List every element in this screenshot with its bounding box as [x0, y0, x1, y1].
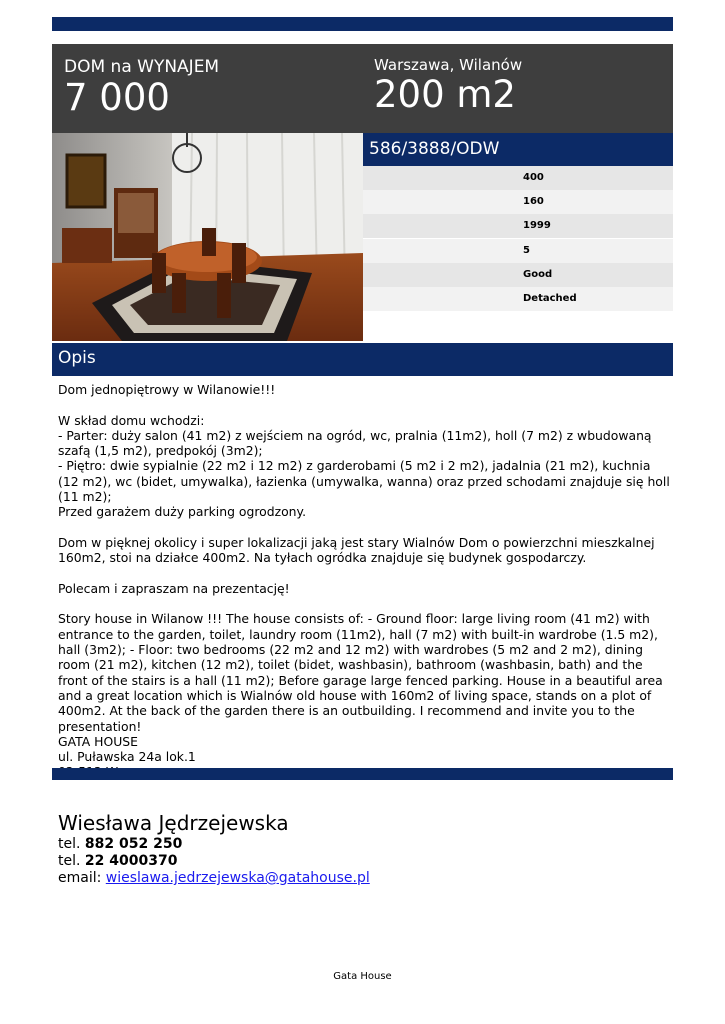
spec-value: 5 — [523, 245, 530, 256]
divider-bar — [52, 768, 673, 780]
listing-area: 200 m2 — [374, 73, 516, 116]
description-text: Dom jednopiętrowy w Wilanowie!!! W skład domu wchodzi: - Parter: duży salon (41 m2) z wejściem na ogród, wc, pralnia (11m2), holl (7 m2) z wbudowaną szafą (1,5 m2), predpokój (3m2); - Piętro: dwie sypialnie (22 m2 i 12 m2) z garderobami (5 m2 i 2 m2), jadalnia (21 m2), kuchnia (12 m2), wc (bidet, umywalka), łazienka (umywalka, wanna) oraz przed schodami znajduje się holl (11 m2); Przed garażem duży parking ogrodzony. Dom w pięknej okolicy i super lokalizacji jaką jest stary Wialnów Dom o powierzchni mieszkalnej 160m2, stoi na działce 400m2. Na tyłach ogródka znajduje się budynek gospodarczy. Polecam i zapraszam na prezentację! Story house in Wilanow !!! The house consists of: - Ground floor: large living room (41 m2) with entrance to the garden, toilet, laundry room (11m2), hall (7 m2) with built-in wardrobe (1.5 m2), hall (3m2); - Floor: two bedrooms (22 m2 and 12 m2) with wardrobes (5 m2 and 2 m2), dining room (21 m2), kitchen (12 m2), toilet (bidet, washbasin), bathroom (washbasin, bath) and the front of the stairs is a hall (11 m2); Before garage large fenced parking. House in a beautiful area and a great location which is Wialnów old house with 160m2 of living space, stands on a plot of 400m2. At the back of the garden there is an outbuilding. I recommend and invite you to the presentation! GATA HOUSE ul. Puławska 24a lok.1 — [58, 382, 670, 765]
footer-text: Gata House — [333, 971, 392, 982]
listing-type: DOM na WYNAJEM — [64, 57, 220, 77]
spec-value: Detached — [523, 293, 577, 304]
listing-header — [52, 44, 673, 133]
agent-phone-line — [58, 836, 658, 853]
property-photo — [52, 133, 363, 341]
reference-number: 586/3888/ODW — [369, 139, 500, 159]
spec-row — [363, 239, 673, 263]
agent-email-link[interactable]: wieslawa.jedrzejewska@gatahouse.pl — [105, 870, 370, 886]
listing-location: Warszawa, Wilanów — [374, 56, 523, 74]
section-title: Opis — [58, 348, 96, 368]
reference-bar — [363, 133, 673, 166]
spec-value: Good — [523, 269, 553, 280]
spec-row — [363, 287, 673, 311]
tel-label: tel. — [58, 836, 81, 852]
agent-email-line — [58, 870, 658, 887]
agent-phone-2: 22 4000370 — [84, 853, 178, 869]
spec-row — [363, 190, 673, 214]
spec-row — [363, 214, 673, 238]
spec-row — [363, 263, 673, 287]
spec-value: 1999 — [523, 220, 551, 231]
email-label: email: — [58, 870, 102, 886]
agent-name: Wiesława Jędrzejewska — [58, 811, 289, 835]
spec-value: 160 — [523, 196, 544, 207]
tel-label: tel. — [58, 853, 81, 869]
agent-phone-1: 882 052 250 — [84, 836, 183, 852]
agent-contact — [58, 811, 658, 887]
section-header — [52, 343, 673, 376]
spec-value: 400 — [523, 172, 544, 183]
top-bar — [52, 17, 673, 31]
listing-price: 7 000 — [64, 76, 170, 119]
agent-phone-line — [58, 853, 658, 870]
spec-row — [363, 166, 673, 190]
